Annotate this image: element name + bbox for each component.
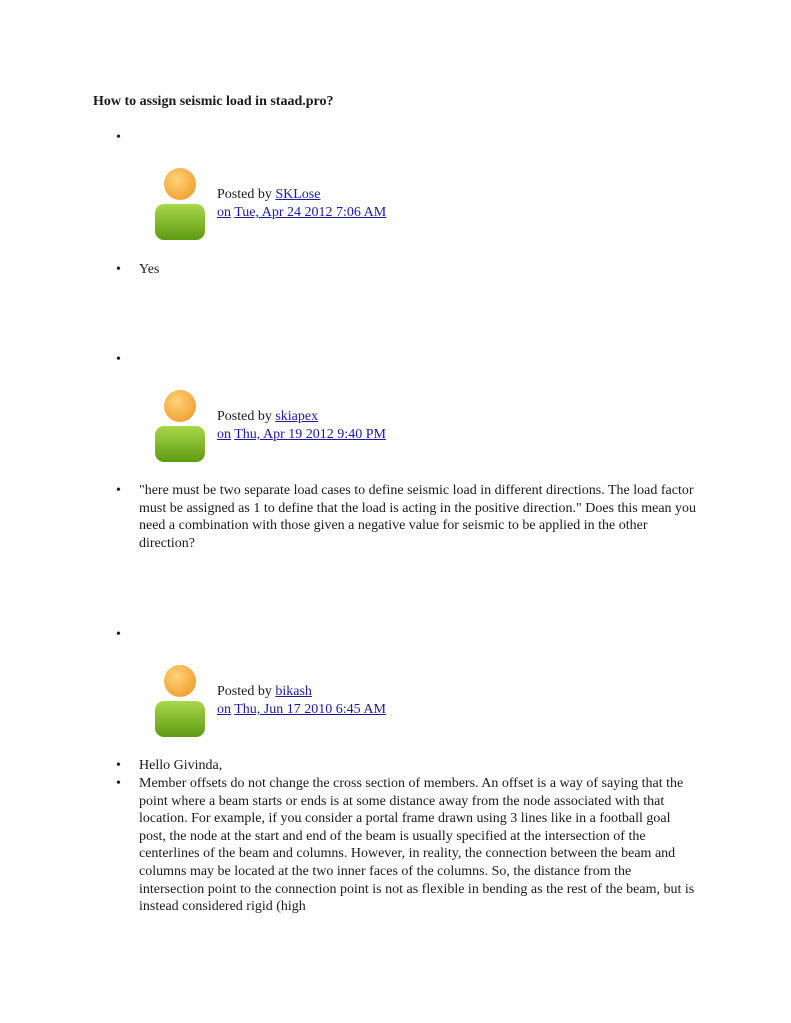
posted-by-label: Posted by — [217, 409, 272, 424]
post-meta — [217, 683, 386, 719]
post-meta — [217, 186, 386, 222]
post-body: Yes — [139, 262, 160, 277]
user-avatar-icon — [154, 389, 206, 463]
user-avatar-icon — [154, 167, 206, 241]
post-body: "here must be two separate load cases to define seismic load in different directions. The load factor must be assigned as 1 to define that the load is acting in the positive direction." Does this mean you need a combination with those given a negative value for seismic to be applied in the other direction? — [139, 483, 697, 551]
on-link[interactable]: on — [217, 427, 231, 442]
author-link[interactable]: bikash — [275, 684, 312, 699]
list-bullet: • — [116, 776, 121, 791]
author-link[interactable]: skiapex — [275, 409, 319, 424]
date-link[interactable]: Tue, Apr 24 2012 7:06 AM — [234, 205, 387, 220]
post-meta — [217, 408, 386, 444]
post-body: Member offsets do not change the cross section of members. An offset is a way of saying that the point where a beam starts or ends is at some distance away from the node associated with that location. For example, if you consider a portal frame drawn using 3 lines like in a football goal post, the node at the start and end of the beam is usually specified at the intersection of the centerlines of the beam and columns. However, in reality, the connection between the beam and columns may be located at the two inner faces of the columns. So, the distance from the intersection point to the connection point is not as flexible in bending as the rest of the beam, but is instead considered rigid (high — [139, 776, 695, 915]
user-avatar-icon — [154, 664, 206, 738]
list-bullet: • — [116, 262, 121, 277]
list-bullet: • — [116, 758, 121, 773]
list-bullet: • — [116, 483, 121, 498]
date-link[interactable]: Thu, Jun 17 2010 6:45 AM — [234, 702, 386, 717]
author-link[interactable]: SKLose — [275, 187, 321, 202]
list-bullet: • — [116, 627, 121, 642]
list-bullet: • — [116, 130, 121, 145]
post-body: Hello Givinda, — [139, 758, 223, 773]
on-link[interactable]: on — [217, 702, 231, 717]
page-title: How to assign seismic load in staad.pro? — [93, 94, 334, 109]
posted-by-label: Posted by — [217, 684, 272, 699]
date-link[interactable]: Thu, Apr 19 2012 9:40 PM — [234, 427, 386, 442]
list-bullet: • — [116, 352, 121, 367]
posted-by-label: Posted by — [217, 187, 272, 202]
on-link[interactable]: on — [217, 205, 231, 220]
